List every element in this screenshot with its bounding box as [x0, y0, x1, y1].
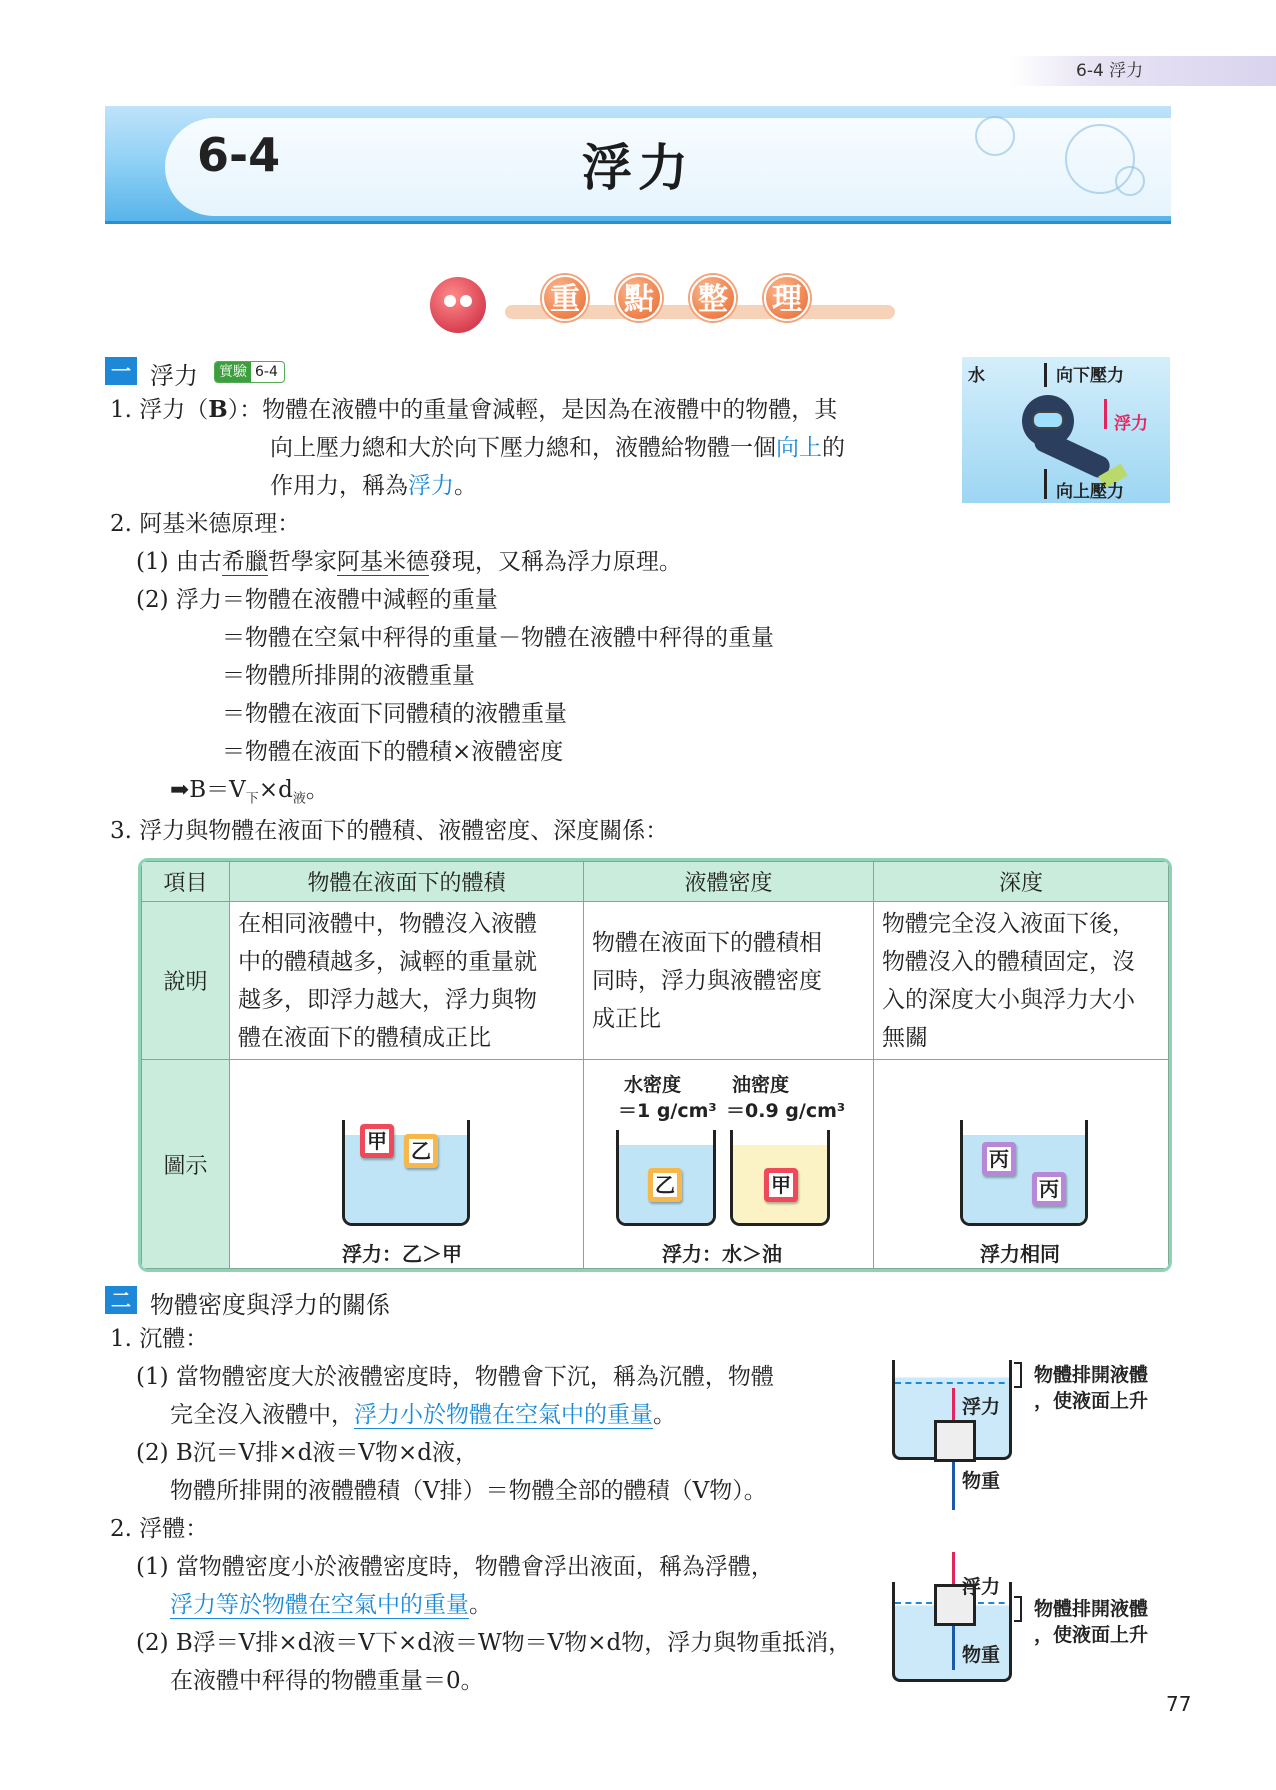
- table-cell: 物體在液面下的體積相 同時，浮力與液體密度 成正比: [584, 902, 874, 1060]
- sink-item2-line2: 物體所排開的液體體積（V排）＝物體全部的體積（V物）。: [170, 1478, 767, 1504]
- block-bing: 丙: [1032, 1172, 1066, 1206]
- key-points-char: 點: [616, 275, 662, 321]
- archimedes-sub1: (1) 由古希臘哲學家阿基米德發現，又稱為浮力原理。: [136, 549, 682, 575]
- figure-caption: 浮力：水＞油: [662, 1242, 782, 1266]
- beaker: [960, 1120, 1088, 1226]
- diver-figure: 水 向下壓力 浮力 向上壓力: [962, 357, 1170, 503]
- table-cell: 物體完全沒入液面下後， 物體沒入的體積固定，沒 入的深度大小與浮力大小 無關: [874, 902, 1169, 1060]
- float-item1-line1: (1) 當物體密度小於液體密度時，物體會浮出液面，稱為浮體，: [136, 1554, 774, 1580]
- bracket: [1014, 1362, 1022, 1388]
- key-points-char: 重: [542, 275, 588, 321]
- section-number: 6-4: [197, 128, 281, 182]
- table-cell: 在相同液體中，物體沒入液體 中的體積越多，減輕的重量就 越多，即浮力越大，浮力與物 體在液面下的體積成正比: [230, 902, 584, 1060]
- section1-number: 一: [105, 357, 137, 385]
- table-header: 項目: [142, 862, 230, 902]
- down-arrow-icon: [952, 1626, 955, 1670]
- down-arrow-icon: [1044, 363, 1047, 387]
- archimedes-title: 2. 阿基米德原理：: [110, 511, 301, 537]
- archimedes-eq3: ＝物體在液面下同體積的液體重量: [222, 701, 567, 727]
- sink-diagram: 浮力 物重 物體排開液體 ，使液面上升: [886, 1360, 1176, 1520]
- chapter-tag: 6-4 浮力: [1010, 56, 1276, 86]
- sink-item1-line2: 完全沒入液體中，浮力小於物體在空氣中的重量。: [170, 1402, 676, 1428]
- buoyancy-definition-line2: 向上壓力總和大於向下壓力總和，液體給物體一個向上的: [270, 435, 845, 461]
- bracket: [1014, 1596, 1022, 1622]
- archimedes-sub2: (2) 浮力＝物體在液體中減輕的重量: [136, 587, 498, 613]
- table-header: 物體在液面下的體積: [230, 862, 584, 902]
- archimedes-eq2: ＝物體所排開的液體重量: [222, 663, 475, 689]
- buoyancy-definition-line1: 1. 浮力（B）：物體在液體中的重量會減輕，是因為在液體中的物體，其: [110, 396, 838, 423]
- sink-title: 1. 沉體：: [110, 1326, 209, 1352]
- sink-item1-line1: (1) 當物體密度大於液體密度時，物體會下沉，稱為沉體，物體: [136, 1364, 774, 1390]
- block-yi: 乙: [648, 1168, 682, 1202]
- up-arrow-icon: [952, 1388, 955, 1420]
- section2-title: 物體密度與浮力的關係: [150, 1291, 390, 1319]
- mascot-icon: [430, 277, 486, 333]
- float-item2-line1: (2) B浮＝V排×d液＝V下×d液＝W物＝V物×d物，浮力與物重抵消，: [136, 1630, 852, 1656]
- table-header: 液體密度: [584, 862, 874, 902]
- row-label: 說明: [142, 902, 230, 1060]
- archimedes-eq1: ＝物體在空氣中秤得的重量－物體在液體中秤得的重量: [222, 625, 774, 651]
- up-arrow-icon: [1044, 469, 1047, 499]
- buoyancy-definition-line3: 作用力，稱為浮力。: [270, 473, 477, 499]
- sink-item2-line1: (2) B沉＝V排×d液＝V物×d液，: [136, 1440, 479, 1466]
- section2-number: 二: [105, 1286, 137, 1314]
- block-jia: 甲: [764, 1168, 798, 1202]
- up-arrow-icon: [952, 1552, 955, 1584]
- float-item2-line2: 在液體中秤得的物體重量＝0。: [170, 1668, 484, 1694]
- figure-density: 水密度 ＝1 g/cm³ 油密度 ＝0.9 g/cm³ 乙 甲 浮力：水＞油: [584, 1060, 874, 1269]
- archimedes-eq4: ＝物體在液面下的體積×液體密度: [222, 739, 564, 765]
- key-points-char: 理: [764, 275, 810, 321]
- lab-badge: 實驗 6-4: [214, 361, 285, 383]
- row-label: 圖示: [142, 1060, 230, 1269]
- sunk-block: [934, 1420, 976, 1462]
- relation-table: [138, 858, 1172, 1272]
- block-yi: 乙: [404, 1134, 438, 1168]
- block-jia: 甲: [360, 1124, 394, 1158]
- up-arrow-icon: [1104, 399, 1107, 429]
- figure-caption: 浮力相同: [980, 1242, 1060, 1266]
- section-title: 浮力: [582, 139, 694, 197]
- figure-caption: 浮力：乙＞甲: [342, 1242, 462, 1266]
- block-bing: 丙: [982, 1142, 1016, 1176]
- figure-depth: [874, 1060, 1169, 1269]
- figure-volume: [230, 1060, 584, 1269]
- float-item1-line2: 浮力等於物體在空氣中的重量。: [170, 1592, 492, 1618]
- down-arrow-icon: [952, 1462, 955, 1510]
- float-title: 2. 浮體：: [110, 1516, 209, 1542]
- table-header: 深度: [874, 862, 1169, 902]
- page-number: 77: [1166, 1692, 1192, 1716]
- key-points-char: 整: [690, 275, 736, 321]
- section-banner: [105, 106, 1171, 224]
- buoyancy-formula: $➡B=V_下\times d_液$。: [170, 777, 329, 807]
- float-diagram: 浮力 物重 物體排開液體 ，使液面上升: [886, 1552, 1176, 1702]
- relation-title: 3. 浮力與物體在液面下的體積、液體密度、深度關係：: [110, 818, 669, 844]
- section1-title: 浮力: [150, 362, 198, 390]
